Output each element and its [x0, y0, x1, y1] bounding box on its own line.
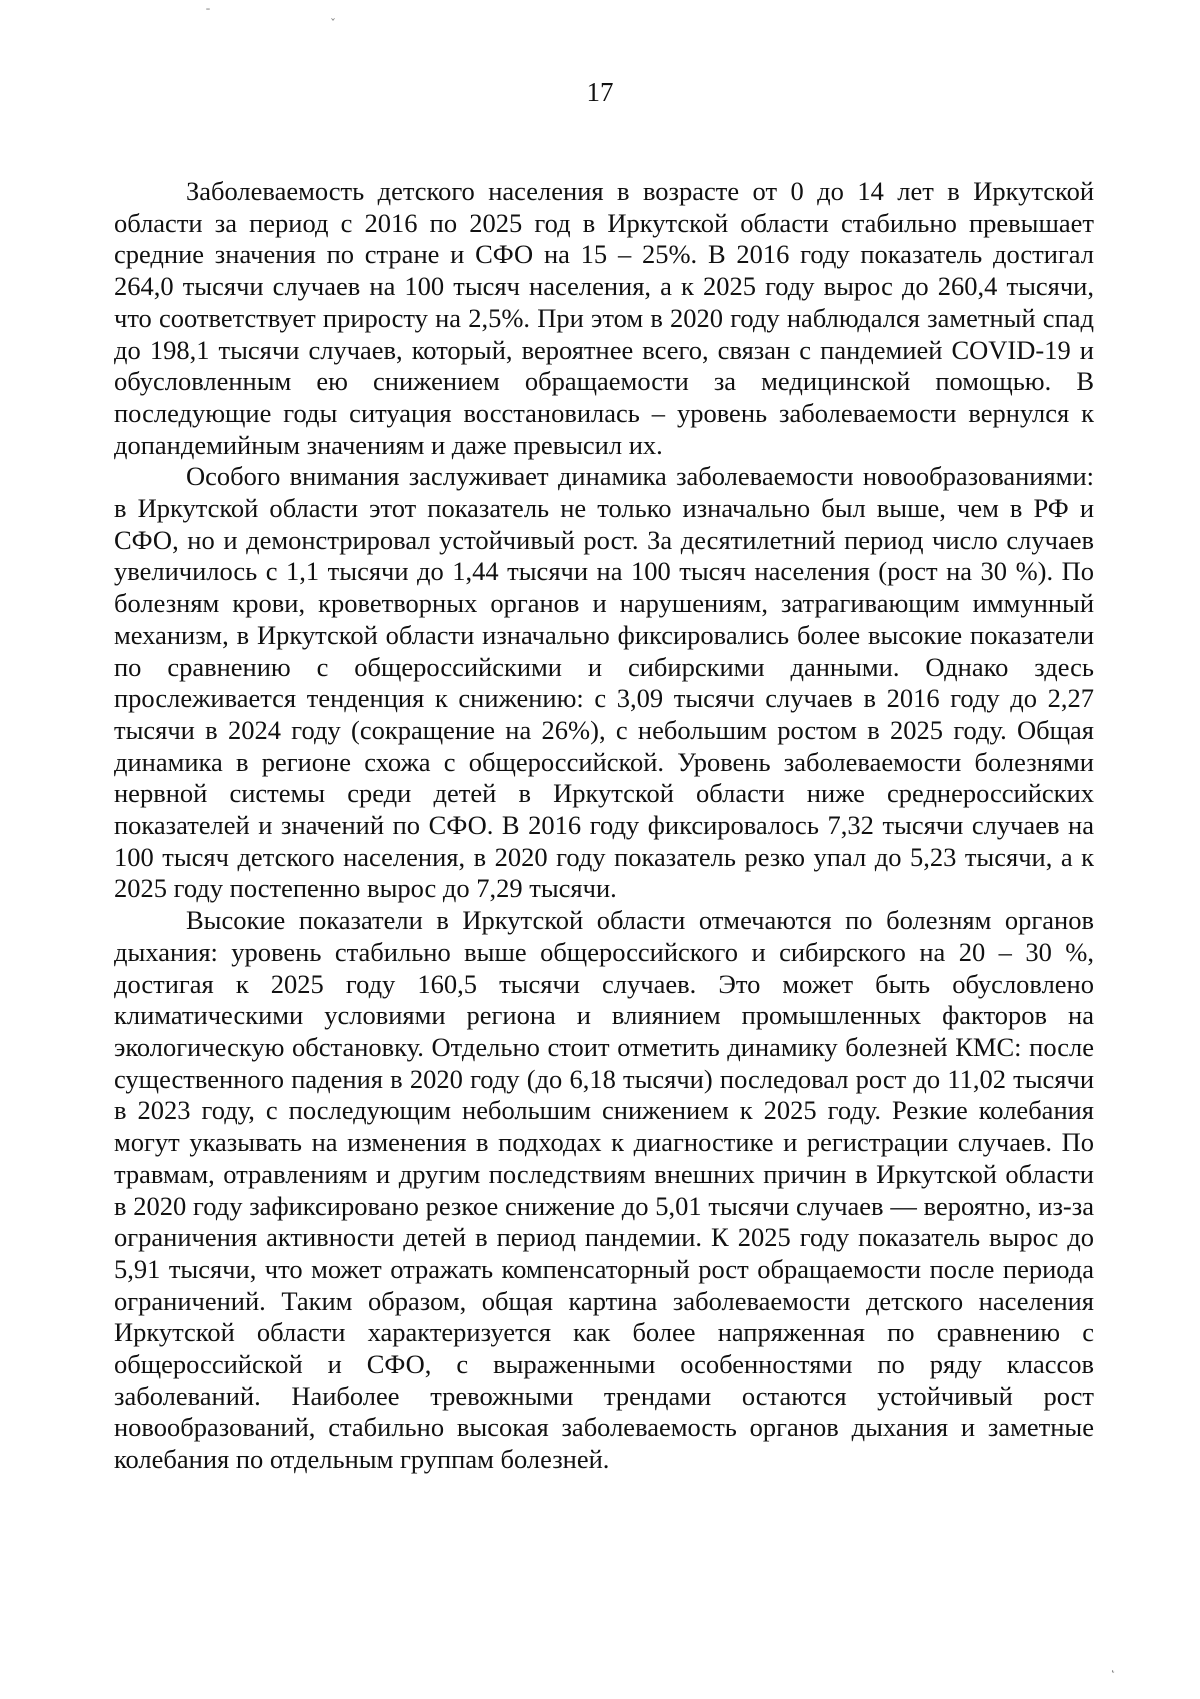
paragraph-2: Особого внимания заслуживает динамика заболеваемости новообразованиями: в Иркутской области этот показатель не только изначально был выше, чем в РФ и СФО, но и демонстрировал устойчивый рост. За десятилетний период число случаев увеличилось с 1,1 тысячи до 1,44 тысячи на 100 тысяч населения (рост на 30 %). По болезням крови, кроветворных органов и нарушениям, затрагивающим иммунный механизм, в Иркутской области изначально фиксировались более высокие показатели по сравнению с общероссийскими и сибирскими данными. Однако здесь прослеживается тенденция к снижению: с 3,09 тысячи случаев в 2016 году до 2,27 тысячи в 2024 году (сокращение на 26%), с небольшим ростом в 2025 году. Общая динамика в регионе схожа с общероссийской. Уровень заболеваемости болезнями нервной системы среди детей в Иркутской области ниже среднероссийских показателей и значений по СФО. В 2016 году фиксировалось 7,32 тысячи случаев на 100 тысяч детского населения, в 2020 году показатель резко упал до 5,23 тысячи, а к 2025 году постепенно вырос до 7,29 тысячи. — [114, 461, 1094, 904]
paragraph-1: Заболеваемость детского населения в возрасте от 0 до 14 лет в Иркутской области за период с 2016 по 2025 год в Иркутской области стабильно превышает средние значения по стране и СФО на 15 – 25%. В 2016 году показатель достигал 264,0 тысячи случаев на 100 тысяч населения, а к 2025 году вырос до 260,4 тысячи, что соответствует приросту на 2,5%. При этом в 2020 году наблюдался заметный спад до 198,1 тысячи случаев, который, вероятнее всего, связан с пандемией COVID-19 и обусловленным ею снижением обращаемости за медицинской помощью. В последующие годы ситуация восстановилась – уровень заболеваемости вернулся к допандемийным значениям и даже превысил их. — [114, 176, 1094, 460]
scan-artifact-bottom-right: ˛ — [1110, 1659, 1116, 1673]
page-number: 17 — [586, 77, 614, 107]
scan-artifact-top-right: ˇ — [330, 17, 336, 31]
document-body — [114, 176, 1094, 1476]
scan-artifact-top-left: ˉ — [205, 7, 211, 21]
paragraph-3: Высокие показатели в Иркутской области отмечаются по болезням органов дыхания: уровень стабильно выше общероссийского и сибирского на 20 – 30 %, достигая к 2025 году 160,5 тысячи случаев. Это может быть обусловлено климатическими условиями региона и влиянием промышленных факторов на экологическую обстановку. Отдельно стоит отметить динамику болезней КМС: после существенного падения в 2020 году (до 6,18 тысячи) последовал рост до 11,02 тысячи в 2023 году, с последующим небольшим снижением к 2025 году. Резкие колебания могут указывать на изменения в подходах к диагностике и регистрации случаев. По травмам, отравлениям и другим последствиям внешних причин в Иркутской области в 2020 году зафиксировано резкое снижение до 5,01 тысячи случаев — вероятно, из-за ограничения активности детей в период пандемии. К 2025 году показатель вырос до 5,91 тысячи, что может отражать компенсаторный рост обращаемости после периода ограничений. Таким образом, общая картина заболеваемости детского населения Иркутской области характеризуется как более напряженная по сравнению с общероссийской и СФО, с выраженными особенностями по ряду классов заболеваний. Наиболее тревожными трендами остаются устойчивый рост новообразований, стабильно высокая заболеваемость органов дыхания и заметные колебания по отдельным группам болезней. — [114, 905, 1094, 1475]
